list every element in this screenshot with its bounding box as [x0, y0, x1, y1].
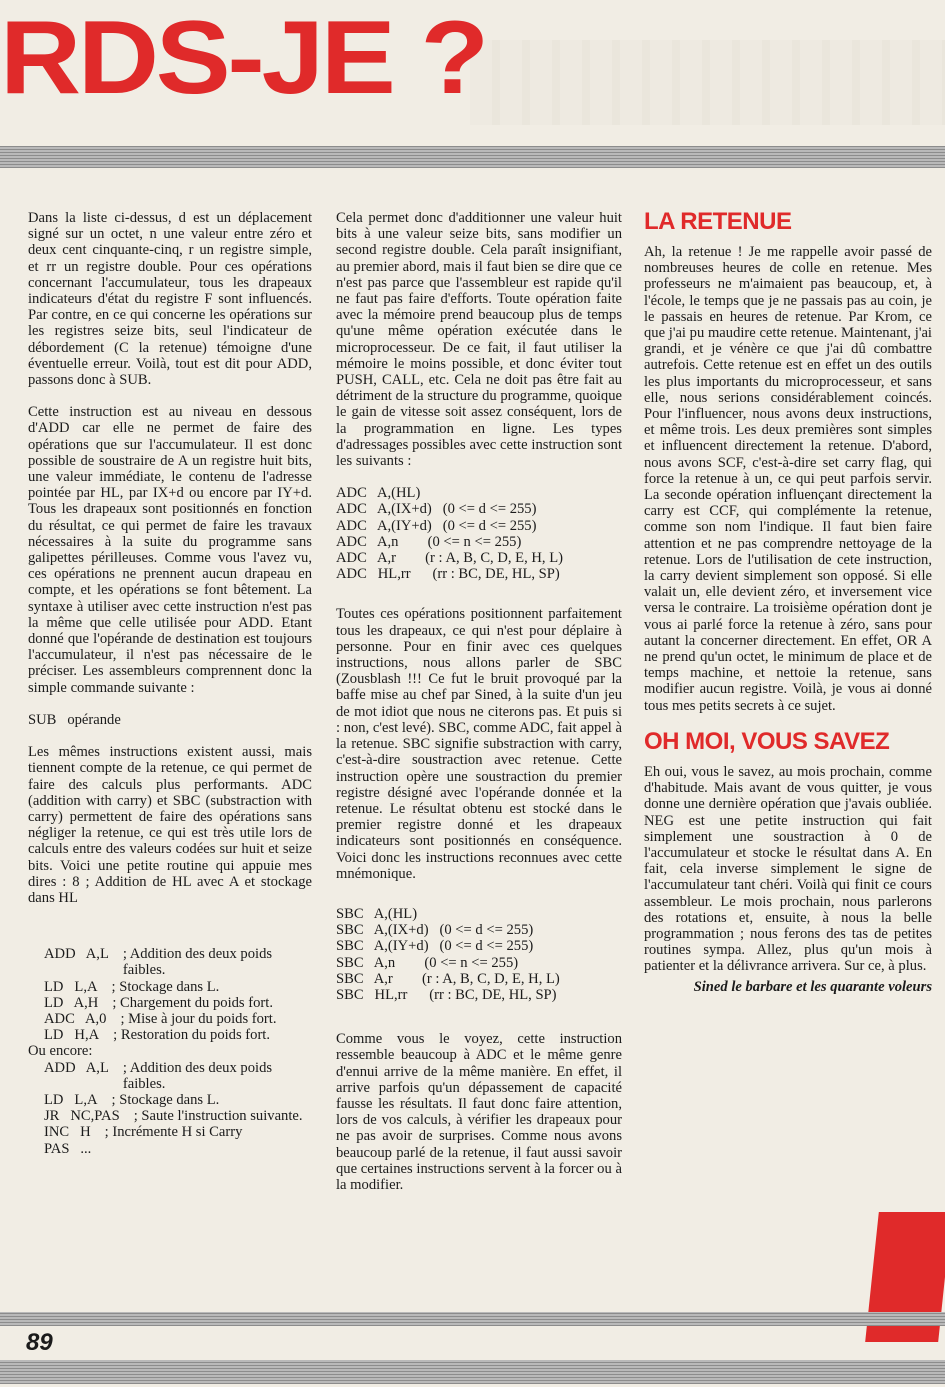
footer-band — [0, 1360, 945, 1384]
code-row — [28, 995, 312, 1011]
adc-line: ADC A,n (0 <= n <= 255) — [336, 533, 522, 550]
code-row — [28, 1124, 312, 1140]
code-row — [28, 1027, 312, 1043]
code-listing — [28, 946, 312, 1157]
code-comment: ; Incrémente H si Carry — [104, 1124, 243, 1141]
sbc-line: SBC A,(HL) — [336, 905, 418, 922]
sub-syntax-line: SUB opérande — [28, 711, 121, 728]
sbc-line: SBC A,r (r : A, B, C, D, E, H, L) — [336, 970, 560, 987]
code-row — [28, 1060, 312, 1092]
code-row — [28, 1092, 312, 1108]
sbc-line: SBC A,(IX+d) (0 <= d <= 255) — [336, 922, 534, 939]
code-instruction: Ou encore: — [28, 1043, 93, 1060]
code-comment: ; Addition des deux poids faibles. — [122, 1059, 273, 1092]
code-comment — [92, 1043, 312, 1059]
article-title: RDS-JE ? — [0, 0, 486, 116]
col1-paragraph-2: Cette instruction est au niveau en dessous d'ADD car elle ne permet de faire des opérations que sur l'accumulateur. Il est donc possible de soustraire de A un registre huit bits, une valeur immédiate, le contenu de l'adresse pointée par HL, par IX+d ou encore par IY+d. Tous les drapeaux sont positionnés en fonction du résultat, ce qui permet de faire les travaux nécessaires à la suite du programme sans galipettes périlleuses. Comme vous l'avez vu, ces opérations ne prennent aucun drapeau en compte, et les opérations se font bêtement. La syntaxe à utiliser avec cette instruction n'est pas la même que celle utilisée pour ADD. Etant donné que l'opérande de destination est toujours l'accumulateur, il n'est pas nécessaire de le préciser. Les assembleurs comprennent donc la simple commande suivante : — [28, 404, 312, 696]
section-heading-retenue: LA RETENUE — [644, 208, 792, 235]
bottom-divider-band — [0, 1312, 945, 1326]
code-comment: ; Mise à jour du poids fort. — [120, 1010, 277, 1027]
sbc-line: SBC A,n (0 <= n <= 255) — [336, 954, 519, 971]
code-row — [28, 1043, 312, 1059]
code-comment: ; Stockage dans L. — [111, 978, 220, 995]
code-instruction: LD H,A — [44, 1027, 100, 1044]
column-1 — [28, 210, 312, 1157]
adc-line: ADC A,(IX+d) (0 <= d <= 255) — [336, 501, 537, 518]
code-instruction: JR NC,PAS — [44, 1108, 120, 1125]
adc-line: ADC A,(HL) — [336, 485, 421, 502]
code-instruction: ADD A,L — [44, 1059, 109, 1076]
column-2 — [336, 210, 622, 1209]
code-instruction: ADC A,0 — [44, 1010, 107, 1027]
code-comment: ; Saute l'instruction suivante. — [133, 1108, 303, 1125]
section-heading-oh-moi: OH MOI, VOUS SAVEZ — [644, 727, 890, 755]
page-number: 89 — [26, 1329, 53, 1356]
code-instruction: INC H — [44, 1124, 91, 1141]
code-row — [28, 1108, 312, 1124]
top-divider-band — [0, 146, 945, 168]
col3-paragraph-1: Ah, la retenue ! Je me rappelle avoir passé de nombreuses heures de colle en retenue. Mes professeurs ne m'aimaient pas beaucoup, et, à l'école, le temps que je ne passais pas au coin, je le passais en heures de retenue. Par Krom, ce que j'ai pu maudire cette retenue. Maintenant, j'ai grandi, et je vénère ce que j'ai dû combattre autrefois. Cette retenue est en effet un des outils les plus importants du microprocesseur, et sans elle, nous serions considérablement coincés. Pour l'influencer, nous avons deux instructions, et même trois. Les deux premières sont simples et influencent directement la retenue. D'abord, nous avons SCF, c'est-à-dire set carry flag, qui force la retenue à un, ce qui peut parfois servir. La seconde opération influençant directement la carry est CCF, qui complémente la retenue, comme son nom l'indique. Il faut bien faire attention et ne pas comprendre nettoyage de la retenue. Lors de l'utilisation de cete instruction, la carry devient simplement son opposé. Si elle valait un, elle devient zéro, et inversement vice versa le contraire. La troisième opération dont je vous ai parlé force la retenue à zéro, sans pour autant la concerner directement. En effet, OR A ne prend qu'un octet, le minimum de place et de temps machine, et nettoie la retenue, sans modifier aucun registre. Voilà, je vous ai donné tous mes petits secrets à ce sujet. — [644, 244, 932, 714]
col2-paragraph-3: Comme vous le voyez, cette instruction ressemble beaucoup à ADC et le même genre d'ennui arrive de la même manière. En effet, il arrive parfois qu'un dépassement de capacité fausse les résultats. Il faut donc faire attention, lors de vos calculs, à vérifier les drapeaux pour ne pas avoir de surprises. Comme nous avons beaucoup parlé de la retenue, il faut aussi savoir que certaines instructions servent à la forcer ou à la modifier. — [336, 1031, 622, 1193]
column-3 — [644, 210, 932, 1011]
code-comment: ; Addition des deux poids faibles. — [122, 946, 273, 979]
code-instruction: LD L,A — [44, 978, 98, 995]
adc-line: ADC A,(IY+d) (0 <= d <= 255) — [336, 517, 537, 534]
col1-paragraph-1: Dans la liste ci-dessus, d est un déplacement signé sur un octet, n une valeur entre zéro et deux cent cinquante-cinq, r un registre simple, et rr un registre double. Pour ces opérations concernant l'accumulateur, tous les drapeaux indicateurs d'état du registre F sont influencés. Par contre, en ce qui concerne les opérations sur les registres seize bits, seul l'indicateur de débordement (C la retenue) témoigne d'une éventuelle erreur. Voilà, tout est dit pour ADD, passons donc à SUB. — [28, 210, 312, 389]
col2-paragraph-2: Toutes ces opérations positionnent parfaitement tous les drapeaux, ce qui n'est pour déplaire à personne. Pour en finir avec ces quelques instructions, nous allons parler de SBC (Zousblash !!! Ce fut le bruit provoqué par la baffe mise au chef par Sined, à la suite d'un jeu de mot idiot que nous ne citerons pas. Et puis si : non, c'est levé). SBC, comme ADC, fait appel à la retenue. SBC signifie substraction with carry, c'est-à-dire soustraction avec retenue. Cette instruction opère une soustraction du premier registre désigné avec l'opérande donnée et la retenue. Le résultat obtenu est stocké dans le premier registre donné et les drapeaux indicateurs sont positionnés en conséquence. Voici donc les instructions reconnues avec cette mnémonique. — [336, 606, 622, 882]
col1-paragraph-3: Les mêmes instructions existent aussi, mais tiennent compte de la retenue, ce qui permet de faire des calculs plus performants. ADC (addition with carry) et SBC (substraction with carry) permettent de faire des opérations sans négliger la retenue, ce qui est très utile lors de calculs entre des valeurs codées sur huit et seize bits. Voici une petite routine qui appuie mes dires : 8 ; Addition de HL avec A et stockage dans HL — [28, 744, 312, 906]
adc-line: ADC A,r (r : A, B, C, D, E, H, L) — [336, 550, 564, 567]
author-signature: Sined le barbare et les quarante voleurs — [693, 978, 932, 995]
code-comment: ; Stockage dans L. — [111, 1091, 220, 1108]
adc-line: ADC HL,rr (rr : BC, DE, HL, SP) — [336, 566, 560, 583]
code-comment — [91, 1141, 312, 1157]
col2-paragraph-1: Cela permet donc d'additionner une valeur huit bits à une valeur seize bits, sans modifier un second registre double. Cela paraît insignifiant, au premier abord, mais il faut bien se dire que ce n'est pas parce que l'assembleur est rapide qu'il ne faut pas faire d'efforts. Toute opération faite avec la mémoire prend beaucoup plus de temps qu'une même opération exécutée dans le microprocesseur. De ce fait, il faut utiliser la mémoire le moins possible, et donc éviter tout PUSH, CALL, etc. Cela ne doit pas être fait au détriment de la structure du programme, quoique le gain de vitesse soit assez conséquent, lors de la programmation en ligne. Les types d'adressages possibles avec cette instruction sont les suivants : — [336, 210, 622, 470]
sbc-line: SBC HL,rr (rr : BC, DE, HL, SP) — [336, 986, 557, 1003]
sbc-line: SBC A,(IY+d) (0 <= d <= 255) — [336, 938, 534, 955]
code-instruction: PAS ... — [44, 1140, 92, 1157]
code-comment: ; Restoration du poids fort. — [113, 1027, 271, 1044]
sbc-instruction-list — [336, 906, 622, 1003]
code-row — [28, 1141, 312, 1157]
background-faded-header — [470, 40, 945, 125]
code-row — [28, 1011, 312, 1027]
code-row — [28, 979, 312, 995]
code-instruction: LD L,A — [44, 1091, 98, 1108]
code-instruction: ADD A,L — [44, 946, 109, 963]
col3-paragraph-2: Eh oui, vous le savez, au mois prochain, comme d'habitude. Mais avant de vous quitter, je vous donne une dernière opération que j'avais oubliée. NEG est une petite instruction qui fait simplement une soustraction à 0 de l'accumulateur et stocke le résultat dans A. En fait, cela inverse simplement le signe de l'accumulateur tant chéri. Voilà qui finit ce cours assembleur. Le mois prochain, nous parlerons des rotations et, ensuite, à nous la belle programmation ; nous ferons des tas de petites routines sympa. Allez, plus qu'un mois à patienter et la délivrance arrivera. Sur ce, à plus. — [644, 763, 932, 975]
adc-instruction-list — [336, 485, 622, 582]
code-comment: ; Chargement du poids fort. — [112, 994, 273, 1011]
code-row — [28, 946, 312, 978]
code-instruction: LD A,H — [44, 994, 99, 1011]
